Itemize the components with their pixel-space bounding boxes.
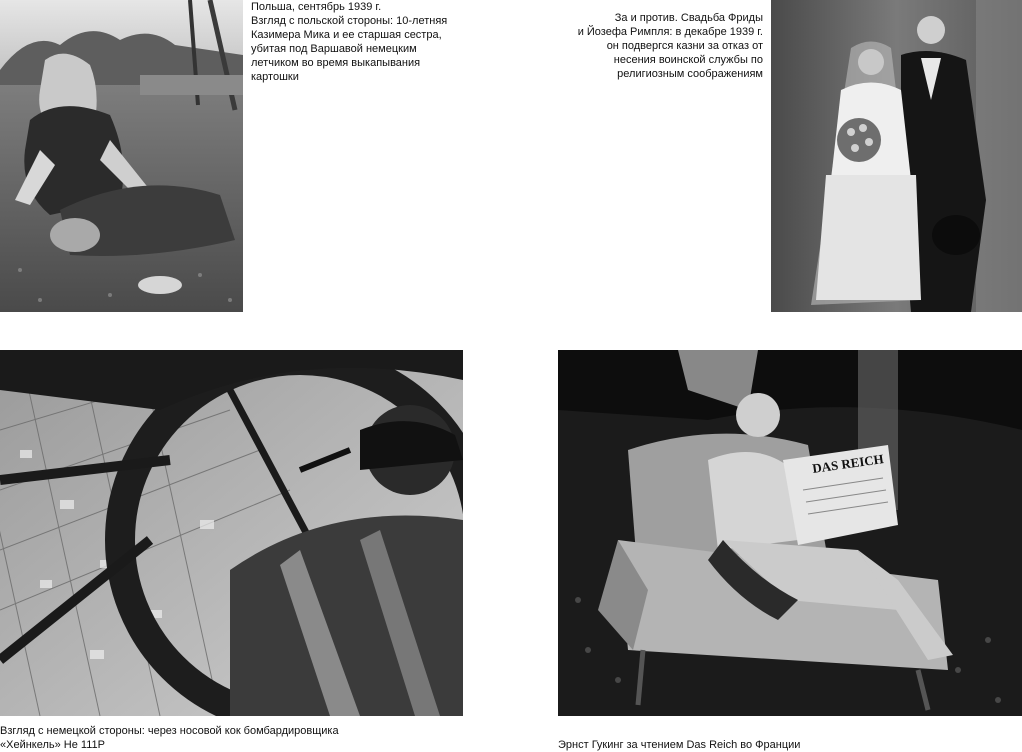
caption-line: Казимера Мика и ее старшая сестра, [251, 29, 442, 41]
photo-man-reading-newspaper [558, 350, 1022, 716]
caption-bottom-left [0, 724, 420, 752]
caption-line: «Хейнкель» He 111P [0, 739, 105, 751]
caption-line: летчиком во время выкапывания [251, 57, 421, 69]
caption-line: Польша, сентябрь 1939 г. [251, 1, 382, 13]
caption-line: Взгляд с польской стороны: 10-летняя [251, 15, 448, 27]
caption-line: он подвергся казни за отказ от [606, 40, 763, 52]
newspaper-masthead: DAS REICH [811, 451, 885, 476]
caption-line: убитая под Варшавой немецким [251, 43, 417, 55]
caption-top-right [540, 11, 763, 81]
caption-line: Эрнст Гукинг за чтением Das Reich во Франции [558, 739, 801, 751]
caption-line: и Йозефа Римпля: в декабре 1939 г. [577, 26, 763, 38]
caption-line: За и против. Свадьба Фриды [614, 12, 763, 24]
photo-bomber-nose-view [0, 350, 463, 716]
caption-top-left [251, 0, 471, 84]
caption-line: Взгляд с немецкой стороны: через носовой кок бомбардировщика [0, 725, 339, 737]
photo-girl-mourning-sister [0, 0, 243, 312]
caption-line: несения воинской службы по [613, 54, 763, 66]
caption-line: религиозным соображениям [617, 68, 763, 80]
photo-wedding-portrait [771, 0, 1022, 312]
caption-line: картошки [251, 71, 299, 83]
